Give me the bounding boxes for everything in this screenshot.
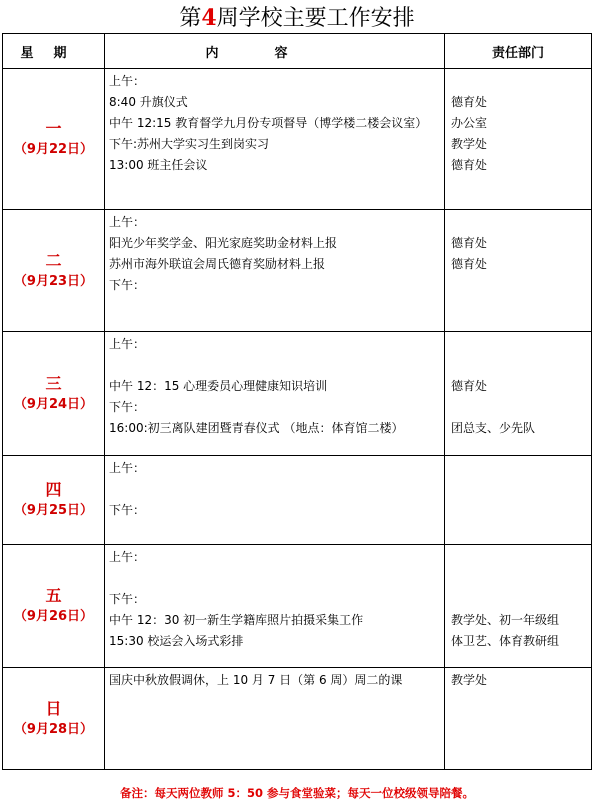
day-name: 三 [45,373,62,393]
day-date: （9月22日） [13,142,94,157]
week-number: 4 [201,5,217,31]
content-line: 下午： [109,278,146,292]
header-day: 星期 [3,34,105,69]
dept-line: 德育处 [451,158,488,172]
table-row [3,332,592,456]
dept-line [451,397,585,418]
header-content: 内容 [105,34,445,69]
content-cell [105,456,445,545]
dept-line [451,547,585,568]
content-cell [105,210,445,332]
day-cell [3,210,105,332]
dept-line: 德育处 [451,257,488,271]
content-line: 中午 12：30 初一新生学籍库照片拍摄采集工作 [109,613,364,627]
content-line: 8:40 升旗仪式 [109,95,188,109]
dept-line: 教学处、初一年级组 [451,613,560,627]
dept-line: 教学处 [451,137,488,151]
dept-line [451,275,585,296]
day-name: 日 [45,698,62,718]
dept-line: 德育处 [451,379,488,393]
content-line: 上午： [109,550,146,564]
dept-line [451,568,585,589]
content-line [109,479,440,500]
dept-line: 德育处 [451,236,488,250]
content-line: 下午： [109,400,146,414]
content-line: 15:30 校运会入场式彩排 [109,634,244,648]
table-row [3,456,592,545]
footer-note: 备注：每天两位教师 5：50 参与食堂验菜；每天一位校级领导陪餐。 [119,786,474,800]
day-cell [3,545,105,668]
dept-cell [445,332,592,456]
dept-cell [445,456,592,545]
dept-line [451,589,585,610]
dept-line [451,355,585,376]
content-line: 阳光少年奖学金、阳光家庭奖助金材料上报 [109,236,338,250]
day-date: （9月24日） [13,396,94,412]
content-cell [105,332,445,456]
dept-cell [445,545,592,668]
day-name: 二 [45,250,62,270]
table-row [3,668,592,770]
dept-line: 教学处 [451,673,488,687]
dept-line [451,212,585,233]
dept-cell [445,69,592,210]
dept-line: 德育处 [451,95,488,109]
content-line: 下午： [109,503,146,517]
dept-line [451,334,585,355]
day-cell [3,668,105,770]
dept-line: 体卫艺、体育教研组 [451,634,560,648]
header-dept: 责任部门 [445,34,592,69]
day-date: （9月25日） [13,503,94,518]
dept-line: 办公室 [451,116,488,130]
dept-line: 团总支、少先队 [451,421,536,435]
content-line: 上午： [109,215,146,229]
day-cell [3,69,105,210]
content-line [109,568,440,589]
content-line: 中午 12:15 教育督学九月份专项督导（博学楼二楼会议室） [109,116,428,130]
content-line: 国庆中秋放假调休，上 10 月 7 日（第 6 周）周二的课 [109,673,403,687]
dept-cell [445,668,592,770]
content-cell [105,69,445,210]
content-line: 下午:苏州大学实习生到岗实习 [109,137,270,151]
content-line: 上午： [109,74,146,88]
content-line: 下午： [109,592,146,606]
content-line: 13:00 班主任会议 [109,158,208,172]
content-line: 上午： [109,337,146,351]
schedule-table [2,33,592,770]
day-cell [3,456,105,545]
table-row [3,210,592,332]
day-date: （9月23日） [13,273,94,289]
page-title: 第4周学校主要工作安排 [179,5,415,31]
content-cell [105,545,445,668]
content-line [109,355,440,376]
day-name: 五 [45,586,62,605]
content-line: 上午： [109,461,146,475]
day-date: （9月26日） [13,609,94,624]
dept-cell [445,210,592,332]
dept-line [451,71,585,92]
day-cell [3,332,105,456]
content-line: 苏州市海外联谊会周氏德育奖励材料上报 [109,257,326,271]
content-cell [105,668,445,770]
table-row [3,69,592,210]
day-name: 四 [45,480,62,499]
day-date: （9月28日） [13,721,94,737]
header-row [3,34,592,69]
content-line: 16:00:初三离队建团暨青春仪式 （地点：体育馆二楼） [109,421,404,435]
table-row [3,545,592,668]
content-line: 中午 12：15 心理委员心理健康知识培训 [109,379,328,393]
day-name: 一 [45,119,62,138]
